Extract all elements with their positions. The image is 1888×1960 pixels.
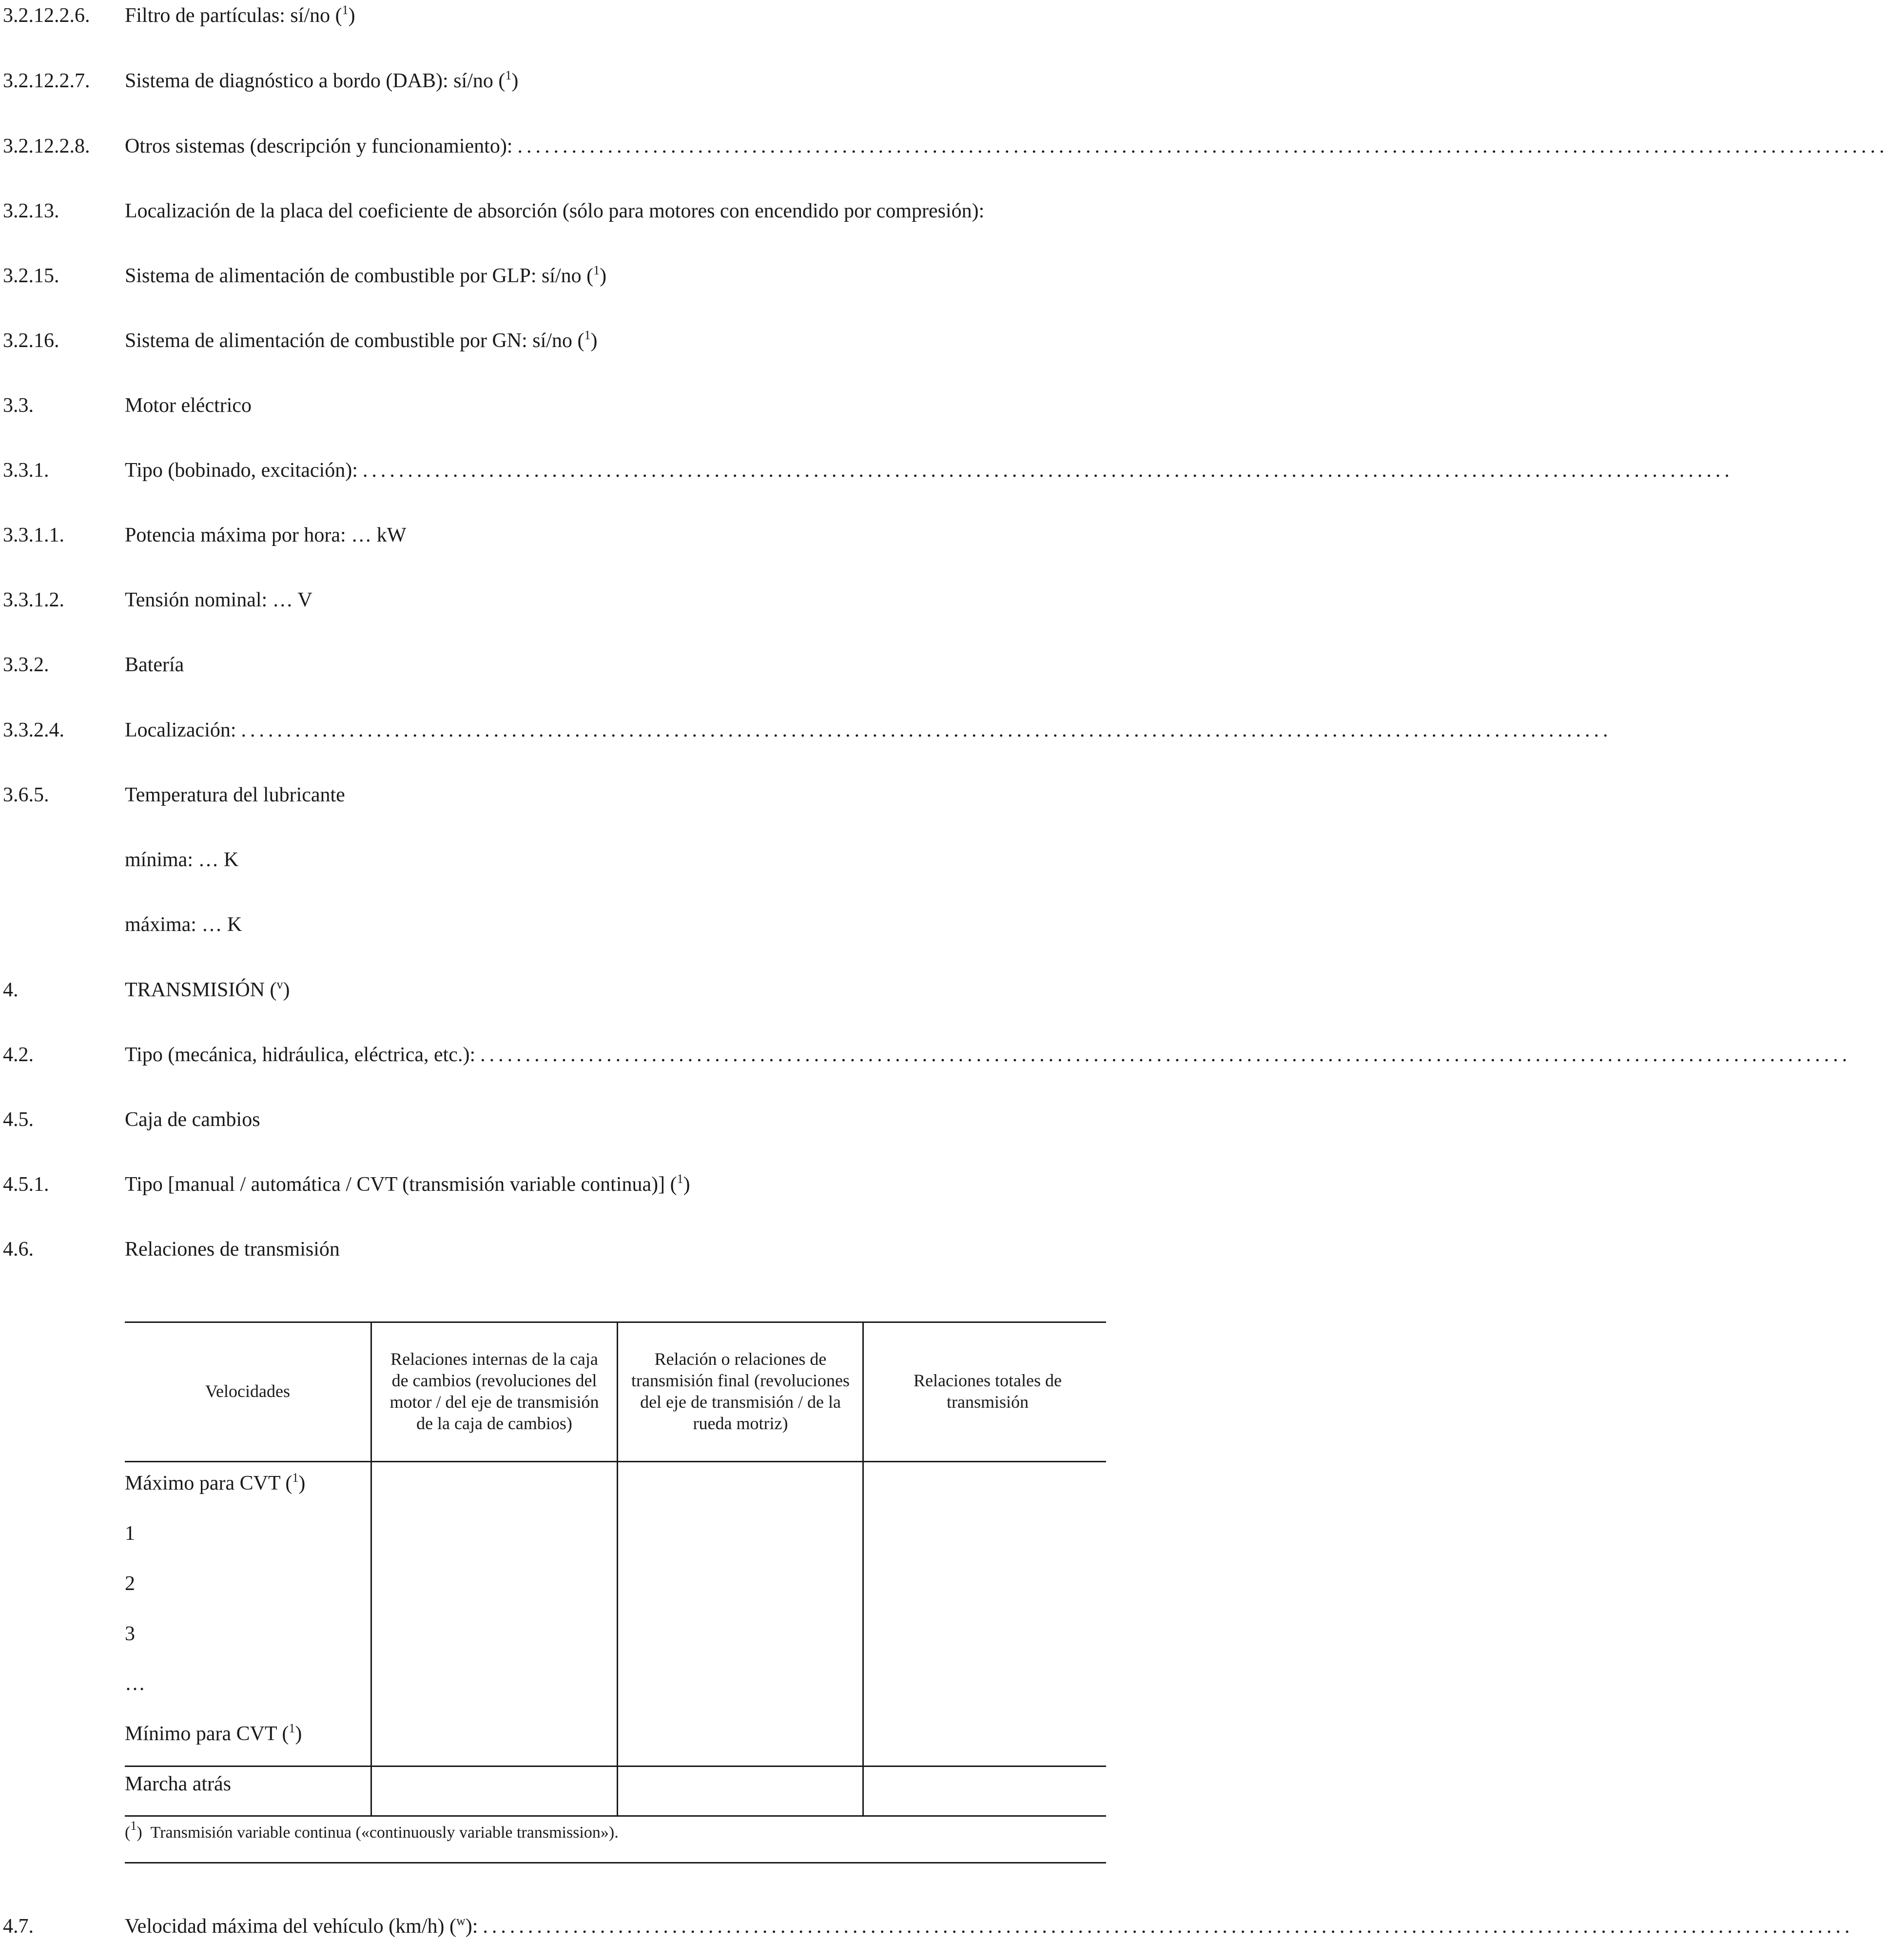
header-velocidades: Velocidades xyxy=(205,1381,290,1401)
item-number: 4. xyxy=(3,979,19,1001)
item-text: Otros sistemas (descripción y funcionamiento): xyxy=(125,135,513,157)
item-4-2 xyxy=(0,1043,1851,1082)
table-col-divider xyxy=(617,1321,618,1816)
item-number: 3.2.12.2.7. xyxy=(3,70,90,92)
item-3-3-1 xyxy=(0,459,1733,498)
item-3-3 xyxy=(0,394,1122,433)
table-row-label: Marcha atrás xyxy=(125,1773,232,1795)
item-number: 4.2. xyxy=(3,1044,34,1066)
item-text: Batería xyxy=(125,654,184,676)
table-row-label: 2 xyxy=(125,1572,135,1595)
item-text: Tensión nominal: … V xyxy=(125,589,312,611)
dot-leader: ........................................................................................................................................................ xyxy=(483,1915,1854,1938)
dotted-field xyxy=(125,135,1888,158)
dotted-field xyxy=(125,718,1612,742)
item-4 xyxy=(0,978,1122,1017)
item-number: 3.3.2. xyxy=(3,654,49,676)
item-text: mínima: … K xyxy=(125,849,239,871)
table-row-label: Máximo para CVT ($^1$) xyxy=(125,1471,306,1494)
table-col-divider xyxy=(862,1321,864,1816)
dotted-field xyxy=(125,1914,1854,1938)
item-number: 4.6. xyxy=(3,1238,34,1261)
item-text: Filtro de partículas: sí/no ($^1$) xyxy=(125,3,355,27)
item-number: 3.2.16. xyxy=(3,330,59,352)
item-3-3-1-1 xyxy=(0,524,1122,563)
table-row-label: 3 xyxy=(125,1623,135,1645)
item-number: 3.3. xyxy=(3,394,34,417)
item-number: 4.7. xyxy=(3,1915,34,1938)
item-text: Localización de la placa del coeficiente de absorción (sólo para motores con encendido por compresión): xyxy=(125,200,985,222)
table-row-label: Mínimo para CVT ($^1$) xyxy=(125,1721,302,1745)
item-maxima xyxy=(0,913,1122,952)
item-number: 3.3.1. xyxy=(3,459,49,482)
item-text: Relaciones de transmisión xyxy=(125,1238,340,1261)
item-text: máxima: … K xyxy=(125,913,242,936)
item-3-2-12-2-7 xyxy=(0,69,1122,108)
dot-leader: ........................................................................................................................................................ xyxy=(480,1044,1851,1066)
item-3-3-1-2 xyxy=(0,588,1122,627)
item-number: 3.3.2.4. xyxy=(3,719,64,741)
table-rule-bottom xyxy=(125,1815,1106,1817)
item-text: Localización: xyxy=(125,719,236,741)
item-3-2-13 xyxy=(0,199,1122,238)
item-number: 3.2.12.2.6. xyxy=(3,4,90,27)
table-row-label: 1 xyxy=(125,1522,135,1545)
table-rule-reverse xyxy=(125,1766,1106,1767)
item-3-2-15 xyxy=(0,264,1122,303)
item-3-2-16 xyxy=(0,329,1122,368)
item-minima xyxy=(0,848,1122,887)
item-text: Sistema de alimentación de combustible por GLP: sí/no ($^1$) xyxy=(125,263,607,287)
item-text: Tipo [manual / automática / CVT (transmisión variable continua)] ($^1$) xyxy=(125,1172,690,1196)
table-footnote: ($^1$) Transmisión variable continua («continuously variable transmission»). xyxy=(125,1819,619,1842)
item-4-7 xyxy=(0,1914,1854,1954)
table-col-divider xyxy=(370,1321,372,1816)
item-number: 3.2.15. xyxy=(3,265,59,287)
item-text: Sistema de diagnóstico a bordo (DAB): sí/no ($^1$) xyxy=(125,68,519,92)
table-row-label: … xyxy=(125,1672,145,1695)
dot-leader: ........................................................................................................................................................ xyxy=(241,719,1612,741)
dotted-field xyxy=(125,459,1733,482)
item-number: 4.5. xyxy=(3,1108,34,1131)
item-number: 3.3.1.1. xyxy=(3,524,64,546)
item-text: Tipo (mecánica, hidráulica, eléctrica, etc.): xyxy=(125,1044,476,1066)
item-3-2-12-2-8 xyxy=(0,135,1888,174)
item-number: 4.5.1. xyxy=(3,1173,49,1196)
item-4-5 xyxy=(0,1108,1122,1147)
item-number: 3.2.12.2.8. xyxy=(3,135,90,157)
header-relaciones-totales: Relaciones totales de transmisión xyxy=(914,1371,1062,1412)
item-text: Motor eléctrico xyxy=(125,394,252,417)
item-text: Temperatura del lubricante xyxy=(125,784,345,806)
header-relaciones-internas: Relaciones internas de la caja de cambios (revoluciones del motor / del eje de transmisión de la caja de cambios) xyxy=(389,1349,599,1433)
item-text: Potencia máxima por hora: … kW xyxy=(125,524,407,546)
dot-leader: ........................................................................................................................................................ xyxy=(517,135,1888,157)
dotted-field xyxy=(125,1043,1851,1067)
item-text: Sistema de alimentación de combustible por GN: sí/no ($^1$) xyxy=(125,328,598,352)
item-4-6 xyxy=(0,1238,1122,1277)
item-3-3-2 xyxy=(0,653,1122,692)
table-rule-header xyxy=(125,1461,1106,1462)
item-number: 3.6.5. xyxy=(3,784,49,806)
item-text: Velocidad máxima del vehículo (km/h) ($^w$): xyxy=(125,1914,478,1938)
item-3-2-12-2-6 xyxy=(0,4,1122,43)
item-3-3-2-4 xyxy=(0,718,1612,757)
item-text: Tipo (bobinado, excitación): xyxy=(125,459,358,482)
item-4-5-1 xyxy=(0,1173,1122,1212)
dot-leader: ........................................................................................................................................................ xyxy=(362,459,1733,482)
table-rule-footnote xyxy=(125,1862,1106,1863)
item-text: Caja de cambios xyxy=(125,1108,260,1131)
item-text: TRANSMISIÓN ($^v$) xyxy=(125,977,290,1001)
item-3-6-5 xyxy=(0,783,1122,822)
gear-ratio-table xyxy=(125,1321,1106,1858)
item-number: 3.2.13. xyxy=(3,200,59,222)
header-relacion-final: Relación o relaciones de transmisión final (revoluciones del eje de transmisión / de la rueda motriz) xyxy=(631,1349,850,1433)
item-number: 3.3.1.2. xyxy=(3,589,64,611)
